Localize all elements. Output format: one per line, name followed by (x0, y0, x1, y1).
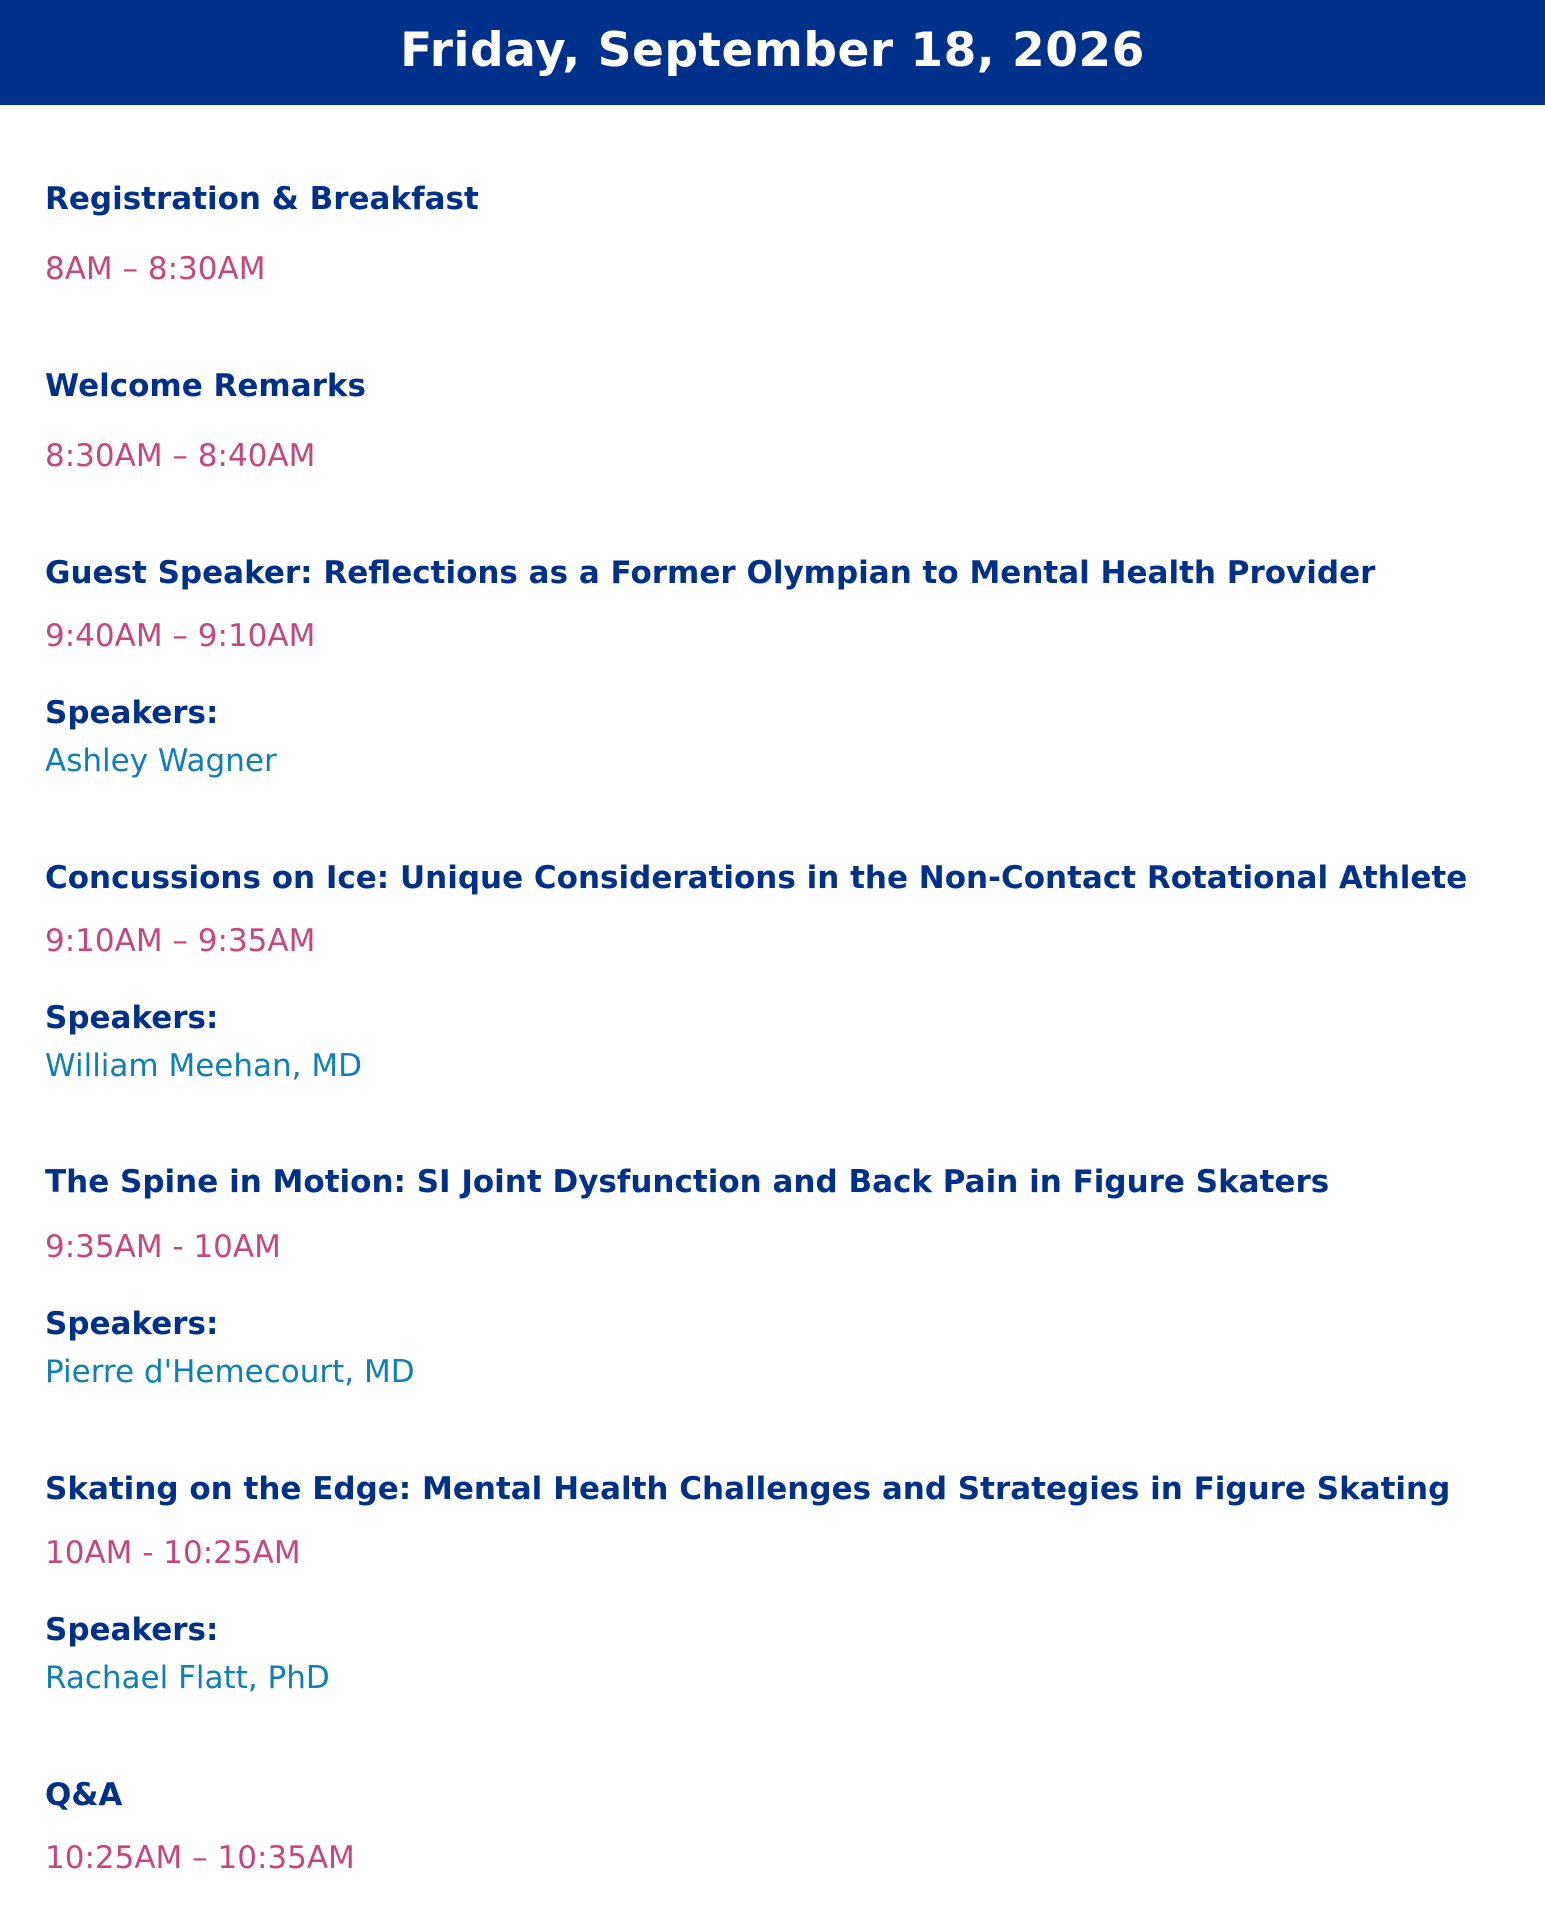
session-title: Registration & Breakfast (45, 181, 479, 217)
session-time: 10:25AM – 10:35AM (45, 1840, 355, 1876)
speaker-name[interactable]: Pierre d'Hemecourt, MD (45, 1354, 415, 1390)
session-title: Guest Speaker: Reflections as a Former Olympian to Mental Health Provider (45, 555, 1376, 591)
speakers-label: Speakers: (45, 695, 219, 731)
speaker-name[interactable]: William Meehan, MD (45, 1048, 362, 1084)
session-time: 8:30AM – 8:40AM (45, 438, 316, 474)
session-time: 8AM – 8:30AM (45, 251, 266, 287)
session-title: Concussions on Ice: Unique Considerations in the Non-Contact Rotational Athlete (45, 860, 1468, 896)
session-time: 9:35AM - 10AM (45, 1229, 281, 1265)
speakers-label: Speakers: (45, 1306, 219, 1342)
speaker-name[interactable]: Ashley Wagner (45, 743, 277, 779)
session-title: Skating on the Edge: Mental Health Challenges and Strategies in Figure Skating (45, 1471, 1451, 1507)
speakers-label: Speakers: (45, 1612, 219, 1648)
session-title: Welcome Remarks (45, 368, 367, 404)
session-title: The Spine in Motion: SI Joint Dysfunction and Back Pain in Figure Skaters (45, 1164, 1330, 1200)
day-title: Friday, September 18, 2026 (400, 23, 1145, 78)
session-title: Q&A (45, 1777, 123, 1813)
session-time: 9:10AM – 9:35AM (45, 923, 316, 959)
day-header (0, 0, 1545, 105)
speaker-name[interactable]: Rachael Flatt, PhD (45, 1660, 330, 1696)
session-time: 9:40AM – 9:10AM (45, 618, 316, 654)
session-time: 10AM - 10:25AM (45, 1535, 301, 1571)
speakers-label: Speakers: (45, 1000, 219, 1036)
